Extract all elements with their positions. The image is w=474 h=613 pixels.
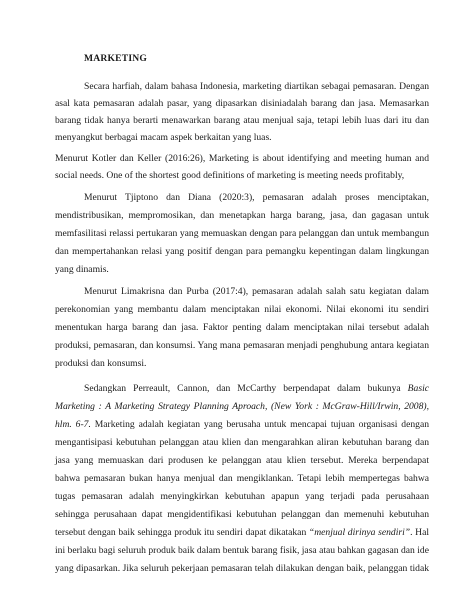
paragraph-line: tugas pemasaran adalah menyingkirkan kebutuhan apapun yang terjadi pada perusahaan — [55, 491, 429, 502]
paragraph-line: asal kata pemasaran adalah pasar, yang dipasarkan disiniadalah barang dan jasa. Memasarkan — [55, 98, 429, 109]
paragraph-line: mendistribusikan, mempromosikan, dan menetapkan harga barang, jasa, dan gagasan untuk — [55, 210, 429, 221]
paragraph-line: ini berlaku bagi seluruh produk baik dalam bentuk barang fisik, jasa atau bahkan gagasan dan ide — [55, 545, 429, 556]
line-text: tersebut dengan baik sehingga produk itu sendiri dapat dikatakan — [55, 527, 309, 538]
paragraph-line: yang dinamis. — [55, 264, 109, 275]
paragraph-line: jasa yang memuaskan dari produsen ke pelanggan atau klien tersebut. Mereka berpendapat — [55, 455, 429, 466]
line-text: Marketing adalah kegiatan yang berusaha untuk mencapai tujuan organisasi dengan — [90, 419, 429, 430]
paragraph-line: Secara harfiah, dalam bahasa Indonesia, marketing diartikan sebagai pemasaran. Dengan — [84, 81, 429, 92]
paragraph-line: barang tidak hanya berarti menawarkan barang atau menjual saja, tetapi lebih luas dari itu dan — [55, 115, 429, 126]
page-title: MARKETING — [84, 53, 148, 64]
paragraph-line: sehingga perusahaan dapat mengidentifikasi kebutuhan pelanggan dan memenuhi kebutuhan — [55, 509, 429, 520]
paragraph-line: perekonomian yang membantu dalam menciptakan nilai ekonomi. Nilai ekonomi itu sendiri — [55, 304, 429, 315]
paragraph-line: bahwa pemasaran bukan hanya menjual dan mengiklankan. Tetapi lebih mempertegas bahwa — [55, 473, 429, 484]
citation-italic: hlm. 6-7. — [55, 419, 91, 430]
book-title-italic: Basic — [407, 383, 429, 394]
paragraph-line: yang dipasarkan. Jika seluruh pekerjaan pemasaran telah dilakukan dengan baik, pelanggan tidak — [55, 563, 429, 574]
paragraph-line: produksi dan konsumsi. — [55, 358, 147, 369]
paragraph-line — [84, 380, 429, 397]
paragraph-line: Menurut Tjiptono dan Diana (2020:3), pemasaran adalah proses menciptakan, — [84, 192, 429, 203]
paragraph-line: social needs. One of the shortest good definitions of marketing is meeting needs profitably, — [55, 170, 405, 181]
paragraph-line — [55, 416, 429, 433]
paragraph-line — [55, 398, 429, 415]
paragraph-line: menentukan harga barang dan jasa. Faktor penting dalam menciptakan nilai tersebut adalah — [55, 322, 429, 333]
paragraph-line: produksi, pemasaran, dan konsumsi. Yang mana pemasaran menjadi penghubung antara kegiatan — [55, 340, 429, 351]
book-title-italic: Marketing : A Marketing Strategy Planning Aproach, (New York : McGraw-Hill/Irwin, 2008), — [55, 401, 429, 412]
paragraph-line: dan mempertahankan relasi yang positif dengan para pemangku kepentingan dalam lingkungan — [55, 246, 429, 257]
line-text: Sedangkan Perreault, Cannon, dan McCarthy berpendapat dalam bukunya — [84, 383, 408, 394]
paragraph-line — [55, 524, 429, 541]
paragraph-line: mengantisipasi kebutuhan pelanggan atau klien dan mengarahkan aliran kebutuhan barang dan — [55, 437, 429, 448]
paragraph-line: memfasilitasi relassi pertukaran yang memuaskan dengan para pelanggan dan untuk membangun — [55, 228, 429, 239]
paragraph-line: Menurut Kotler dan Keller (2016:26), Marketing is about identifying and meeting human and — [55, 153, 429, 164]
paragraph-line: menyangkut berbagai macam aspek berkaitan yang luas. — [55, 132, 272, 143]
line-text: . Hal — [410, 527, 429, 538]
quote-italic: “menjual dirinya sendiri” — [308, 527, 411, 538]
paragraph-line: Menurut Limakrisna dan Purba (2017:4), pemasaran adalah salah satu kegiatan dalam — [84, 286, 429, 297]
